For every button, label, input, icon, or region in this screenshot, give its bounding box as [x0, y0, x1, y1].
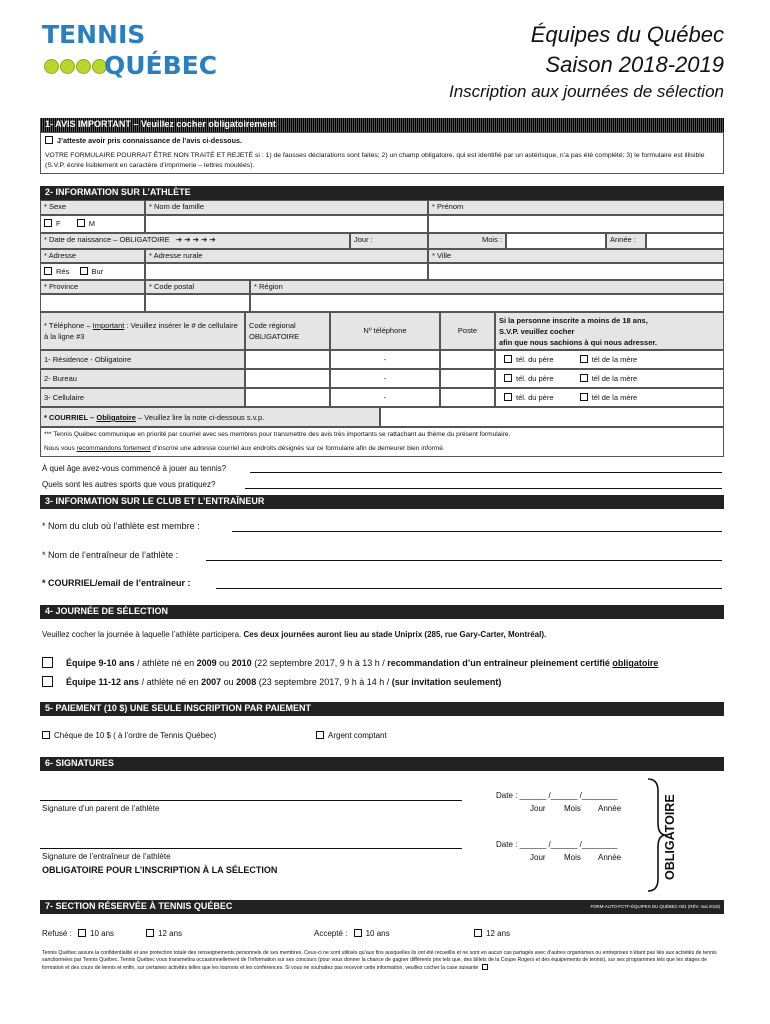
adresse-rurale-label: * Adresse rurale — [145, 249, 428, 263]
code-regional-label: Code régional OBLIGATOIRE — [245, 312, 330, 350]
tennis-ball-icon — [76, 59, 91, 74]
bureau-checkbox[interactable] — [80, 267, 88, 275]
phone-row-1-number[interactable]: - — [330, 350, 440, 369]
page-subtitle: Inscription aux journées de sélection — [449, 82, 724, 101]
note-2-start: Nous vous — [44, 445, 77, 452]
annee-field[interactable] — [646, 233, 724, 249]
coach-signature-mandatory: OBLIGATOIRE POUR L’INSCRIPTION À LA SÉLECTION — [42, 865, 278, 875]
region-label: * Région — [250, 280, 724, 294]
sexe-f-checkbox[interactable] — [44, 219, 52, 227]
phone-row-3-code[interactable] — [245, 388, 330, 407]
option-9-10-year2: 2010 — [231, 658, 252, 668]
cheque-label: Chèque de 10 $ ( à l’ordre de Tennis Québec) — [54, 731, 217, 740]
option-9-10-requirement: recommandation d’un entraîneur pleinement certifié — [387, 658, 613, 668]
coach-date-jour: Jour — [530, 853, 546, 862]
dob-label — [40, 233, 350, 249]
refuse-12 — [146, 929, 182, 938]
courriel-label — [40, 407, 380, 427]
cash-label: Argent comptant — [328, 731, 387, 740]
mere-label: tél de la mère — [591, 374, 638, 383]
option-9-10-team: Équipe 9-10 ans — [66, 658, 135, 668]
selection-intro-a: Veuillez cocher la journée à laquelle l’athlète participera. — [42, 630, 244, 639]
pere-label: tél. du père — [516, 374, 554, 383]
parent-signature-field[interactable] — [40, 800, 462, 801]
mere-label: tél de la mère — [591, 355, 638, 364]
province-field[interactable] — [40, 294, 145, 312]
mere-label: tél de la mère — [591, 393, 638, 402]
section-5-bar: 5- PAIEMENT (10 $) UNE SEULE INSCRIPTION PAR PAIEMENT — [40, 702, 724, 716]
telephone-label — [40, 312, 245, 350]
coach-email-field[interactable] — [216, 588, 722, 589]
pere-label: tél. du père — [516, 393, 554, 402]
telephone-important: Important — [92, 321, 125, 330]
telephone-instruction: : Veuillez insérer le # de cellulaire à la ligne #3 — [44, 321, 238, 341]
attest-row — [45, 136, 242, 145]
ville-label: * Ville — [428, 249, 724, 263]
mere-checkbox[interactable] — [580, 393, 588, 401]
coach-signature-field[interactable] — [40, 848, 462, 849]
pere-checkbox[interactable] — [504, 393, 512, 401]
phone-row-3-poste[interactable] — [440, 388, 495, 407]
parent-date-field[interactable]: Date : ______ /______ /________ — [496, 791, 618, 800]
selection-intro-b: Ces deux journées auront lieu au stade Uniprix (285, rue Gary-Carter, Montréal). — [243, 630, 547, 639]
parent-signature-label: Signature d’un parent de l’athlète — [42, 804, 160, 813]
section-4-bar: 4- JOURNÉE DE SÉLECTION — [40, 605, 724, 619]
refuse-10-checkbox[interactable] — [78, 929, 86, 937]
sexe-options — [40, 215, 145, 233]
phone-row-1-poste[interactable] — [440, 350, 495, 369]
residence-label: Rés — [56, 267, 70, 276]
sexe-label: * Sexe — [40, 200, 145, 215]
nom-field[interactable] — [145, 215, 428, 233]
option-9-10-or: ou — [216, 658, 232, 668]
payment-cash — [316, 731, 387, 740]
optout-checkbox[interactable] — [482, 964, 488, 970]
mere-checkbox[interactable] — [580, 355, 588, 363]
section-1-bar: 1- AVIS IMPORTANT – Veuillez cocher obligatoirement — [40, 118, 724, 132]
courriel-note-2 — [44, 445, 445, 452]
refuse-row — [42, 929, 114, 938]
refuse-label: Refusé : — [42, 929, 72, 938]
season: Saison 2018-2019 — [545, 52, 724, 77]
refuse-10-label: 10 ans — [90, 929, 115, 938]
code-postal-field[interactable] — [145, 294, 250, 312]
coach-date-annee: Année — [598, 853, 622, 862]
option-11-12 — [42, 676, 501, 687]
bureau-label: Bur — [91, 267, 104, 276]
option-11-12-checkbox[interactable] — [42, 676, 53, 687]
option-9-10 — [42, 657, 658, 668]
minor-note-line2: S.V.P. veuillez cocher — [499, 327, 575, 336]
residence-checkbox[interactable] — [44, 267, 52, 275]
accepte-12-checkbox[interactable] — [474, 929, 482, 937]
phone-row-2-owner — [495, 369, 724, 388]
adresse-rurale-field[interactable] — [145, 263, 428, 280]
coach-signature-label: Signature de l’entraîneur de l’athlète — [42, 852, 171, 861]
coach-date-field[interactable]: Date : ______ /______ /________ — [496, 840, 618, 849]
section-3-bar: 3- INFORMATION SUR LE CLUB ET L’ENTRAÎNEUR — [40, 495, 724, 509]
pere-checkbox[interactable] — [504, 374, 512, 382]
phone-row-2-poste[interactable] — [440, 369, 495, 388]
refuse-12-checkbox[interactable] — [146, 929, 154, 937]
no-telephone-label: Nº téléphone — [330, 312, 440, 350]
coach-label: * Nom de l’entraîneur de l’athlète : — [42, 550, 179, 560]
accepte-12-label: 12 ans — [486, 929, 511, 938]
adresse-type — [40, 263, 145, 280]
accepte-label: Accepté : — [314, 929, 348, 938]
province-label: * Province — [40, 280, 145, 294]
adresse-label: * Adresse — [40, 249, 145, 263]
cash-checkbox[interactable] — [316, 731, 324, 739]
parent-date-annee: Année — [598, 804, 622, 813]
tennis-ball-icon — [60, 59, 75, 74]
courriel-note-1: *** Tennis Québec communique en priorité par courriel avec ses membres pour transmettre des avis très importants se rattachant au thème du présent formulaire. — [44, 431, 511, 438]
prenom-field[interactable] — [428, 215, 724, 233]
accepte-10-label: 10 ans — [365, 929, 390, 938]
courriel-obligatoire: Obligatoire — [96, 413, 136, 422]
privacy-text: Tennis Québec assure la confidentialité et une protection totale des renseignements personnels de ses membres. Ceux-ci ne sont utilisés qu’aux fins auxquelles ils ont été recueillis et ne sont en aucun cas partagés avec d’autres organismes ou entreprises n’étant pas liés aux activités de tennis sanctionnées par Tennis Québec. Tennis Québec vous transmettra occasionnellement de l’information sur ses concours (pour vous donner la chance de gagner différents prix tels que, des billets de la Coupe Rogers et des équipements de tennis), sur ses programmes tels que les stages de formation et des cours de tennis et enfin, sur certaines activités telles que les tournois et les conférences. Si vous ne souhaitez pas recevoir cette information, veuillez cocher la case suivante — [42, 950, 717, 971]
telephone-label-text: * Téléphone – — [44, 321, 93, 330]
annee-label: Année : — [606, 233, 646, 249]
club-field[interactable] — [232, 531, 722, 532]
section-7-title: 7- SECTION RÉSERVÉE À TENNIS QUÉBEC — [45, 901, 233, 911]
logo-text-tennis: TENNIS — [42, 20, 146, 49]
courriel-label-text: * COURRIEL – — [44, 413, 97, 422]
pere-label: tél. du père — [516, 355, 554, 364]
q-age-label: À quel âge avez-vous commencé à jouer au tennis? — [42, 464, 227, 473]
phone-row-1-label: 1- Résidence - Obligatoire — [40, 350, 245, 369]
note-2-end: d’inscrire une adresse courriel aux endroits désignés sur ce formulaire afin de demeurer bien informé. — [150, 445, 445, 452]
phone-row-1-code[interactable] — [245, 350, 330, 369]
sexe-f-label: F — [56, 219, 61, 228]
option-11-12-team: Équipe 11-12 ans — [66, 677, 140, 687]
phone-row-3-number[interactable]: - — [330, 388, 440, 407]
accepte-row — [314, 929, 390, 938]
option-11-12-requirement: (sur invitation seulement) — [391, 677, 502, 687]
option-9-10-mandatory: obligatoire — [612, 658, 659, 668]
parent-date-jour: Jour — [530, 804, 546, 813]
ville-field[interactable] — [428, 263, 724, 280]
pere-checkbox[interactable] — [504, 355, 512, 363]
minor-note — [495, 312, 724, 350]
option-11-12-born: / athlète né en — [139, 677, 202, 687]
form-reference: FORM-AUTO-FCTF-ÉQUIPES DU QUÉBEC-001 (RÉV. mai 2018) — [590, 904, 720, 909]
cheque-checkbox[interactable] — [42, 731, 50, 739]
privacy-notice — [42, 950, 726, 972]
dob-label-text: * Date de naissance – OBLIGATOIRE — [44, 235, 170, 244]
q-sports-label: Quels sont les autres sports que vous pratiquez? — [42, 480, 216, 489]
mois-field[interactable] — [506, 233, 606, 249]
accepte-12 — [474, 929, 510, 938]
page-title: Équipes du Québec — [530, 22, 724, 47]
coach-date-mois: Mois — [564, 853, 581, 862]
option-11-12-year2: 2008 — [236, 677, 257, 687]
courriel-instruction: – Veuillez lire la note ci-dessous s.v.p. — [135, 413, 265, 422]
phone-row-1-owner — [495, 350, 724, 369]
option-9-10-date: (22 septembre 2017, 9 h à 13 h / — [251, 658, 388, 668]
minor-note-line1: Si la personne inscrite a moins de 18 ans, — [499, 316, 648, 325]
option-11-12-or: ou — [221, 677, 237, 687]
section-6-bar: 6- SIGNATURES — [40, 757, 724, 771]
phone-row-3-owner — [495, 388, 724, 407]
logo-text-quebec: QUÉBEC — [104, 51, 218, 80]
phone-row-2-number[interactable]: - — [330, 369, 440, 388]
courriel-field[interactable] — [380, 407, 724, 427]
nom-label: * Nom de famille — [145, 200, 428, 215]
mere-checkbox[interactable] — [580, 374, 588, 382]
poste-label: Poste — [440, 312, 495, 350]
warning-notice: VOTRE FORMULAIRE POURRAIT ÊTRE NON TRAITÉ ET REJETÉ si : 1) de fausses déclarations sont faites; 2) un champ obligatoire, qui est identifié par un astérisque, n’a pas été complété; 3) le formulaire est illisible (S.V.P. écrire lisiblement en caractère d’imprimerie – lettres moulées). — [45, 152, 705, 169]
phone-row-2-code[interactable] — [245, 369, 330, 388]
section-7-bar — [40, 900, 724, 914]
payment-cheque — [42, 731, 216, 740]
attest-checkbox[interactable] — [45, 136, 53, 144]
selection-intro — [42, 630, 546, 639]
obligatoire-vertical: OBLIGATOIRE — [663, 794, 677, 880]
region-field[interactable] — [250, 294, 724, 312]
accepte-10-checkbox[interactable] — [354, 929, 362, 937]
option-11-12-year1: 2007 — [201, 677, 222, 687]
attest-label: J’atteste avoir pris connaissance de l’avis ci-dessous. — [57, 136, 242, 145]
q-age-field[interactable] — [250, 472, 722, 473]
section-2-bar: 2- INFORMATION SUR L’ATHLÈTE — [40, 186, 724, 200]
option-11-12-date: (23 septembre 2017, 9 h à 14 h / — [256, 677, 392, 687]
mois-label: Mois : — [428, 233, 506, 249]
q-sports-field[interactable] — [245, 488, 722, 489]
club-label: * Nom du club où l’athlète est membre : — [42, 521, 200, 531]
sexe-m-label: M — [88, 219, 96, 228]
arrow-icon: ➔ ➔ ➔ ➔ ➔ — [175, 235, 216, 244]
coach-email-label: * COURRIEL/email de l’entraîneur : — [42, 578, 191, 588]
sexe-m-checkbox[interactable] — [77, 219, 85, 227]
code-postal-label: * Code postal — [145, 280, 250, 294]
option-9-10-born: / athlète né en — [134, 658, 197, 668]
option-9-10-year1: 2009 — [196, 658, 217, 668]
jour-label: Jour : — [350, 233, 428, 249]
phone-row-3-label: 3- Cellulaire — [40, 388, 245, 407]
coach-field[interactable] — [206, 560, 722, 561]
prenom-label: * Prénom — [428, 200, 724, 215]
minor-note-line3: afin que nous sachions à qui nous adresser. — [499, 338, 657, 347]
option-9-10-checkbox[interactable] — [42, 657, 53, 668]
tennis-ball-icon — [44, 59, 59, 74]
refuse-12-label: 12 ans — [158, 929, 183, 938]
note-2-emphasis: recommandons fortement — [76, 445, 151, 452]
phone-row-2-label: 2- Bureau — [40, 369, 245, 388]
parent-date-mois: Mois — [564, 804, 581, 813]
